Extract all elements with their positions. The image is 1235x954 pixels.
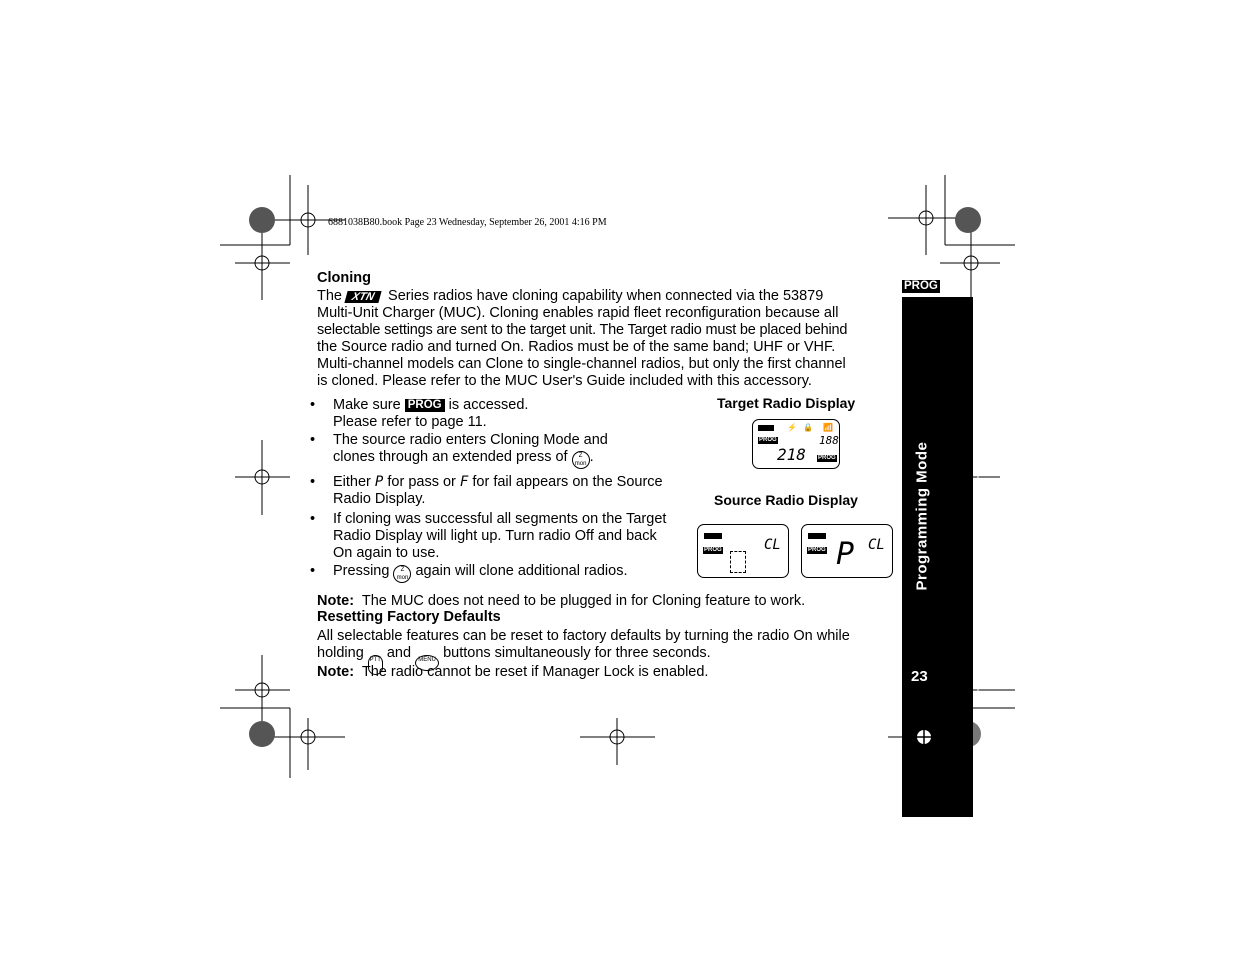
reset-line-1: All selectable features can be reset to factory defaults by turning the radio On while (317, 628, 850, 644)
source-caption: Source Radio Display (714, 492, 858, 508)
ptt-button-icon: PTT (368, 655, 383, 675)
bullet-2-line1: The source radio enters Cloning Mode and (333, 432, 608, 448)
lcd-digits-main: 218 (777, 445, 806, 464)
source-radio-display-2 (801, 524, 893, 578)
fail-f-glyph: F (459, 474, 469, 490)
cloning-intro (317, 288, 897, 390)
prog-tab: PROG (904, 280, 938, 292)
cloning-note (317, 593, 805, 610)
intro-line-6: is cloned. Please refer to the MUC User's Guide included with this accessory. (317, 373, 812, 389)
lcd-digits-small: 188 (819, 434, 839, 447)
target-radio-display (752, 419, 840, 469)
battery-icon (808, 533, 826, 539)
lcd-cl-text: CL (764, 537, 781, 553)
intro-pre: The (317, 288, 342, 304)
reset-note (317, 664, 708, 681)
bullet-1-line2: Please refer to page 11. (333, 414, 487, 430)
bullet-3-post: for fail appears on the Source (472, 474, 663, 490)
bullet-1-text-post: is accessed. (448, 397, 529, 413)
mon-button-icon: Z mon (393, 565, 411, 583)
note-label: Note: (317, 593, 355, 609)
intro-line-4: the Source radio and turned On. Radios must be of the same band; UHF or VHF. (317, 339, 836, 355)
bullet-dot: • (310, 397, 316, 413)
mon-button-icon: Z mon (572, 451, 590, 469)
lcd-prog-badge: PROG (759, 437, 777, 443)
bullet-5-post: again will clone additional radios. (415, 563, 628, 579)
intro-line-1: Series radios have cloning capability when connected via the 53879 (388, 288, 824, 304)
bullet-2-period: . (589, 449, 594, 465)
bullet-dot: • (310, 432, 316, 448)
lcd-segments (730, 551, 746, 573)
bullet-3-mid: for pass or (387, 474, 456, 490)
reset-line-2-pre: holding (317, 645, 364, 661)
scan-icon: ⚡ (787, 423, 797, 432)
intro-line-3: selectable settings are sent to the target unit. The Target radio must be placed behind (317, 322, 848, 338)
bullet-dot: • (310, 511, 316, 527)
bullet-2-line2: clones through an extended press of (333, 449, 568, 465)
signal-icon: 📶 (823, 423, 833, 432)
lcd-prog-badge: PROG (808, 547, 826, 553)
battery-icon (704, 533, 722, 539)
target-caption: Target Radio Display (717, 395, 856, 411)
prog-badge: PROG (405, 399, 445, 412)
lcd-prog-badge: PROG (818, 455, 836, 461)
lcd-cl-text: CL (868, 537, 885, 553)
bullet-4-line1: If cloning was successful all segments on the Target (333, 511, 667, 527)
reset-line-2-post: buttons simultaneously for three seconds. (443, 645, 711, 661)
bullet-4-line2: Radio Display will light up. Turn radio Off and back (333, 528, 657, 544)
reset-heading: Resetting Factory Defaults (317, 609, 501, 625)
registration-mark-icon (912, 725, 936, 749)
menu-button-icon: MENU (415, 655, 439, 671)
reset-line-2-mid: and (386, 645, 412, 661)
bullet-4-line3: On again to use. (333, 545, 440, 561)
lock-icon: 🔒 (803, 423, 813, 432)
note-text: The MUC does not need to be plugged in for Cloning feature to work. (361, 593, 806, 609)
section-title: Programming Mode (913, 441, 931, 591)
bullet-3-text: Either (333, 474, 371, 490)
bullet-1-text: Make sure (333, 397, 401, 413)
note-text: The radio cannot be reset if Manager Lock is enabled. (361, 664, 709, 680)
bullet-3-line2: Radio Display. (333, 491, 426, 507)
print-header: 6881038B80.book Page 23 Wednesday, September 26, 2001 4:16 PM (328, 217, 607, 228)
source-radio-display-1 (697, 524, 789, 578)
pass-p-glyph: P (374, 474, 384, 490)
cloning-heading: Cloning (317, 270, 371, 286)
bullet-dot: • (310, 474, 316, 490)
xtn-logo: XTN (344, 291, 381, 303)
battery-icon (758, 425, 774, 431)
intro-line-2: Multi-Unit Charger (MUC). Cloning enables rapid fleet reconfiguration because all (317, 305, 839, 321)
note-label: Note: (317, 664, 355, 680)
intro-line-5: Multi-channel models can Clone to single-channel radios, but only the first channel (317, 356, 846, 372)
bullet-dot: • (310, 563, 316, 579)
page-number: 23 (911, 668, 928, 685)
lcd-pass-p: P (836, 537, 855, 572)
bullet-5-text: Pressing (333, 563, 390, 579)
lcd-prog-badge: PROG (704, 547, 722, 553)
